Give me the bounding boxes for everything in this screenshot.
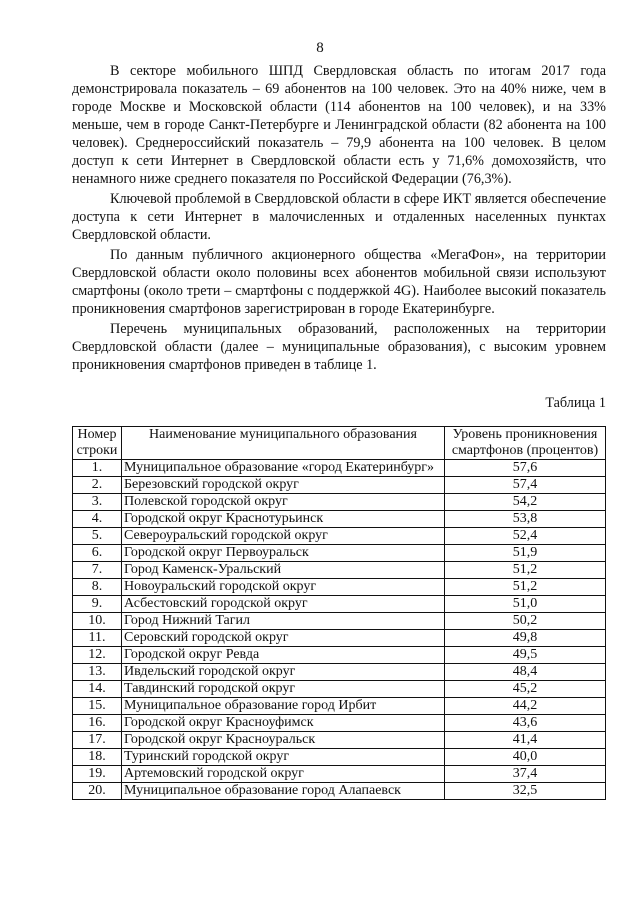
header-row-number: Номер строки	[73, 427, 122, 460]
table-row	[73, 494, 606, 511]
penetration-value-cell: 50,2	[445, 613, 606, 630]
penetration-value-cell: 37,4	[445, 766, 606, 783]
penetration-value-cell: 32,5	[445, 783, 606, 800]
page-number: 8	[316, 40, 324, 56]
municipality-cell: Городской округ Красноуральск	[122, 732, 445, 749]
row-number-cell: 5.	[73, 528, 122, 545]
municipality-cell: Город Нижний Тагил	[122, 613, 445, 630]
penetration-value-cell: 53,8	[445, 511, 606, 528]
penetration-value-cell: 57,4	[445, 477, 606, 494]
penetration-value-cell: 52,4	[445, 528, 606, 545]
row-number-cell: 19.	[73, 766, 122, 783]
paragraph: В секторе мобильного ШПД Свердловская область по итогам 2017 года демонстрировала показатель – 69 абонентов на 100 человек. Это на 40% ниже, чем в городе Москве и Московской области (114 абонентов на 100 человек), и на 33% меньше, чем в городе Санкт-Петербурге и Ленинградской области (82 абонента на 100 человек). Среднероссийский показатель – 79,9 абонента на 100 человек. В целом доступ к сети Интернет в Свердловской области есть у 71,6% домохозяйств, что ненамного ниже среднего показателя по Российской Федерации (76,3%).	[72, 63, 606, 187]
penetration-value-cell: 45,2	[445, 681, 606, 698]
penetration-value-cell: 41,4	[445, 732, 606, 749]
row-number-cell: 20.	[73, 783, 122, 800]
table-row	[73, 647, 606, 664]
table-row	[73, 783, 606, 800]
penetration-value-cell: 51,0	[445, 596, 606, 613]
municipality-cell: Городской округ Ревда	[122, 647, 445, 664]
municipality-cell: Городской округ Первоуральск	[122, 545, 445, 562]
row-number-cell: 3.	[73, 494, 122, 511]
table-header-row	[73, 427, 606, 460]
table-row	[73, 460, 606, 477]
table-row	[73, 477, 606, 494]
row-number-cell: 10.	[73, 613, 122, 630]
table-row	[73, 664, 606, 681]
paragraph: Перечень муниципальных образований, расположенных на территории Свердловской области (далее – муниципальные образования), с высоким уровнем проникновения смартфонов приведен в таблице 1.	[72, 321, 606, 373]
row-number-cell: 16.	[73, 715, 122, 732]
table-row	[73, 579, 606, 596]
table-row	[73, 613, 606, 630]
penetration-value-cell: 40,0	[445, 749, 606, 766]
table-row	[73, 545, 606, 562]
penetration-value-cell: 51,9	[445, 545, 606, 562]
penetration-value-cell: 48,4	[445, 664, 606, 681]
table-row	[73, 749, 606, 766]
table-row	[73, 528, 606, 545]
body-text	[72, 62, 606, 376]
row-number-cell: 15.	[73, 698, 122, 715]
municipality-cell: Муниципальное образование город Ирбит	[122, 698, 445, 715]
table-body	[73, 460, 606, 800]
penetration-value-cell: 54,2	[445, 494, 606, 511]
penetration-value-cell: 51,2	[445, 562, 606, 579]
municipality-cell: Артемовский городской округ	[122, 766, 445, 783]
municipality-cell: Городской округ Красноуфимск	[122, 715, 445, 732]
municipality-cell: Тавдинский городской округ	[122, 681, 445, 698]
municipality-cell: Березовский городской округ	[122, 477, 445, 494]
row-number-cell: 12.	[73, 647, 122, 664]
row-number-cell: 6.	[73, 545, 122, 562]
row-number-cell: 17.	[73, 732, 122, 749]
penetration-value-cell: 44,2	[445, 698, 606, 715]
header-municipality: Наименование муниципального образования	[122, 427, 445, 460]
paragraph: По данным публичного акционерного общества «МегаФон», на территории Свердловской области около половины всех абонентов мобильной связи используют смартфоны (около трети – смартфоны с поддержкой 4G). Наиболее высокий показатель проникновения смартфонов зарегистрирован в городе Екатеринбурге.	[72, 247, 606, 317]
smartphone-penetration-table	[72, 426, 606, 800]
table-caption: Таблица 1	[545, 395, 606, 411]
municipality-cell: Туринский городской округ	[122, 749, 445, 766]
table-row	[73, 698, 606, 715]
header-penetration: Уровень проникновения смартфонов (процентов)	[445, 427, 606, 460]
penetration-value-cell: 49,5	[445, 647, 606, 664]
row-number-cell: 4.	[73, 511, 122, 528]
table-row	[73, 715, 606, 732]
penetration-value-cell: 57,6	[445, 460, 606, 477]
row-number-cell: 14.	[73, 681, 122, 698]
municipality-cell: Ивдельский городской округ	[122, 664, 445, 681]
table-row	[73, 681, 606, 698]
penetration-value-cell: 51,2	[445, 579, 606, 596]
table-row	[73, 596, 606, 613]
table-row	[73, 562, 606, 579]
paragraph: Ключевой проблемой в Свердловской области в сфере ИКТ является обеспечение доступа к сети Интернет в малочисленных и отдаленных населенных пунктах Свердловской области.	[72, 191, 606, 243]
municipality-cell: Муниципальное образование город Алапаевск	[122, 783, 445, 800]
municipality-cell: Муниципальное образование «город Екатеринбург»	[122, 460, 445, 477]
table-row	[73, 511, 606, 528]
row-number-cell: 13.	[73, 664, 122, 681]
municipality-cell: Полевской городской округ	[122, 494, 445, 511]
municipality-cell: Городской округ Краснотурьинск	[122, 511, 445, 528]
row-number-cell: 11.	[73, 630, 122, 647]
table-row	[73, 766, 606, 783]
row-number-cell: 9.	[73, 596, 122, 613]
penetration-value-cell: 43,6	[445, 715, 606, 732]
row-number-cell: 2.	[73, 477, 122, 494]
row-number-cell: 8.	[73, 579, 122, 596]
row-number-cell: 1.	[73, 460, 122, 477]
penetration-value-cell: 49,8	[445, 630, 606, 647]
row-number-cell: 18.	[73, 749, 122, 766]
municipality-cell: Асбестовский городской округ	[122, 596, 445, 613]
municipality-cell: Североуральский городской округ	[122, 528, 445, 545]
municipality-cell: Новоуральский городской округ	[122, 579, 445, 596]
municipality-cell: Город Каменск-Уральский	[122, 562, 445, 579]
municipality-cell: Серовский городской округ	[122, 630, 445, 647]
table-row	[73, 732, 606, 749]
row-number-cell: 7.	[73, 562, 122, 579]
table-row	[73, 630, 606, 647]
